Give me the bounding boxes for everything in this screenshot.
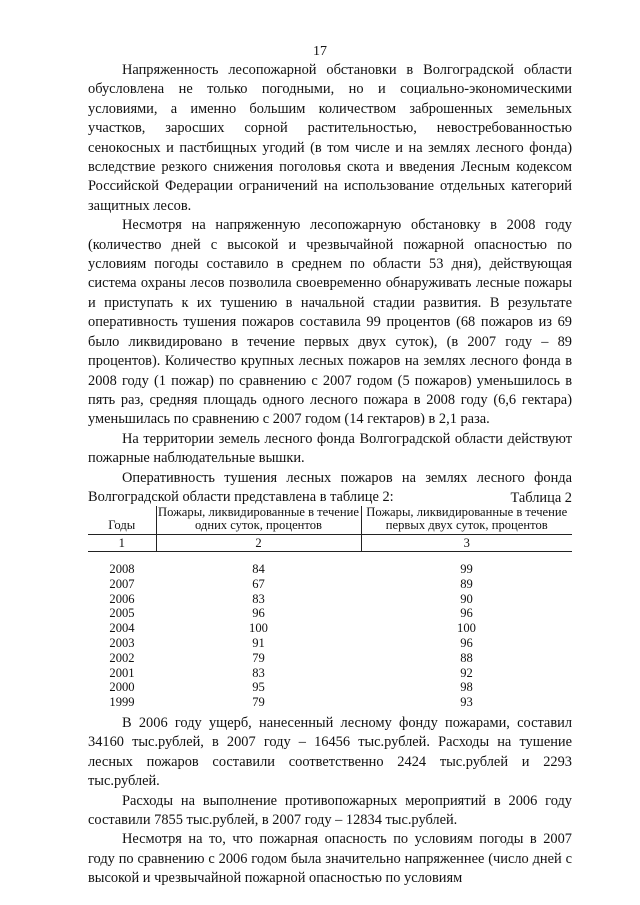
year-cell: 2002 bbox=[109, 650, 135, 665]
column-number: 2 bbox=[156, 535, 361, 552]
one-day-cell: 91 bbox=[252, 635, 265, 650]
header-years: Годы bbox=[88, 506, 156, 535]
year-cell: 2005 bbox=[109, 606, 135, 621]
paragraph: Напряженность лесопожарной обстановки в Волгоградской области обусловлена не только погодными, но и социально-экономическими условиями, а именно большим количеством заброшенных земельных участков, заросших сорной растительностью, невостребованностью сенокосных и пастбищных угодий (в том числе и на землях лесного фонда) вследствие резкого снижения поголовья скота и введения Лесным кодексом Российской Федерации ограничений на использование отдельных категорий защитных лесов. bbox=[88, 62, 572, 214]
year-cell: 2003 bbox=[109, 635, 135, 650]
table-row bbox=[88, 606, 572, 621]
paragraph: На территории земель лесного фонда Волгоградской области действуют пожарные наблюдательные вышки. bbox=[88, 430, 572, 467]
table-row bbox=[88, 651, 572, 666]
two-days-cell: 99 bbox=[460, 562, 473, 576]
year-cell: 1999 bbox=[109, 695, 135, 710]
one-day-cell: 79 bbox=[252, 650, 265, 665]
data-table bbox=[88, 506, 572, 710]
table-row bbox=[88, 552, 572, 577]
two-days-cell: 88 bbox=[460, 650, 473, 665]
paragraph: Несмотря на напряженную лесопожарную обстановку в 2008 году (количество дней с высокой и чрезвычайной пожарной опасностью по условиям погоды составило в среднем по области 53 дня), действующая система охраны лесов позволила своевременно обнаруживать лесные пожары и приступать к их тушению в начальной стадии развития. В результате оперативность тушения пожаров составила 99 процентов (68 пожаров из 69 было ликвидировано в течение первых двух суток), (в 2007 году – 89 процентов). Количество крупных лесных пожаров на землях лесного фонда в 2008 году (1 пожар) по сравнению с 2007 годом (5 пожаров) уменьшилось в пять раз, средняя площадь одного лесного пожара в 2008 году (6,6 гектара) уменьшилась по сравнению с 2007 годом (14 гектаров) в 2,1 раза. bbox=[88, 217, 572, 428]
two-days-cell: 93 bbox=[460, 695, 473, 710]
text-block-bottom bbox=[88, 714, 572, 889]
year-cell: 2008 bbox=[109, 562, 135, 576]
table-row bbox=[88, 636, 572, 651]
paragraph: Несмотря на то, что пожарная опасность по условиям погоды в 2007 году по сравнению с 2006 годом была значительно напряженнее (число дней с высокой и чрезвычайной пожарной опасностью по условиям bbox=[88, 831, 572, 887]
column-number: 3 bbox=[361, 535, 572, 552]
table-row bbox=[88, 577, 572, 592]
table-caption: Таблица 2 bbox=[510, 490, 572, 506]
header-one-day: Пожары, ликвидированные в течение одних суток, процентов bbox=[156, 506, 361, 535]
two-days-cell: 92 bbox=[460, 665, 473, 680]
year-cell: 2004 bbox=[109, 621, 135, 636]
table-row bbox=[88, 621, 572, 636]
year-cell: 2007 bbox=[109, 576, 135, 591]
one-day-cell: 84 bbox=[252, 562, 265, 576]
two-days-cell: 100 bbox=[457, 621, 476, 636]
one-day-cell: 83 bbox=[252, 591, 265, 606]
page-number: 17 bbox=[313, 44, 327, 59]
one-day-cell: 79 bbox=[252, 695, 265, 710]
two-days-cell: 89 bbox=[460, 576, 473, 591]
one-day-cell: 100 bbox=[249, 621, 268, 636]
year-cell: 2006 bbox=[109, 591, 135, 606]
table-header-row bbox=[88, 506, 572, 535]
one-day-cell: 83 bbox=[252, 665, 265, 680]
table-row bbox=[88, 695, 572, 710]
table-row bbox=[88, 666, 572, 681]
one-day-cell: 67 bbox=[252, 576, 265, 591]
one-day-cell: 95 bbox=[252, 680, 265, 695]
two-days-cell: 90 bbox=[460, 591, 473, 606]
paragraph: Оперативность тушения лесных пожаров на землях лесного фонда Волгоградской области представлена в таблице 2: bbox=[88, 469, 572, 505]
year-cell: 2000 bbox=[109, 680, 135, 695]
column-number: 1 bbox=[88, 535, 156, 552]
table-row bbox=[88, 680, 572, 695]
header-two-days: Пожары, ликвидированные в течение первых двух суток, процентов bbox=[361, 506, 572, 535]
two-days-cell: 98 bbox=[460, 680, 473, 695]
paragraph: Расходы на выполнение противопожарных мероприятий в 2006 году составили 7855 тыс.рублей, в 2007 году – 12834 тыс.рублей. bbox=[88, 792, 572, 829]
two-days-cell: 96 bbox=[460, 635, 473, 650]
two-days-cell: 96 bbox=[460, 606, 473, 621]
one-day-cell: 96 bbox=[252, 606, 265, 621]
text-block-top bbox=[88, 61, 572, 507]
year-cell: 2001 bbox=[109, 665, 135, 680]
paragraph: В 2006 году ущерб, нанесенный лесному фонду пожарами, составил 34160 тыс.рублей, в 2007 году – 16456 тыс.рублей. Расходы на тушение лесных пожаров составили соответственно 2424 тыс.рублей и 2293 тыс.рублей. bbox=[88, 715, 572, 790]
column-number-row bbox=[88, 535, 572, 552]
table-row bbox=[88, 592, 572, 607]
